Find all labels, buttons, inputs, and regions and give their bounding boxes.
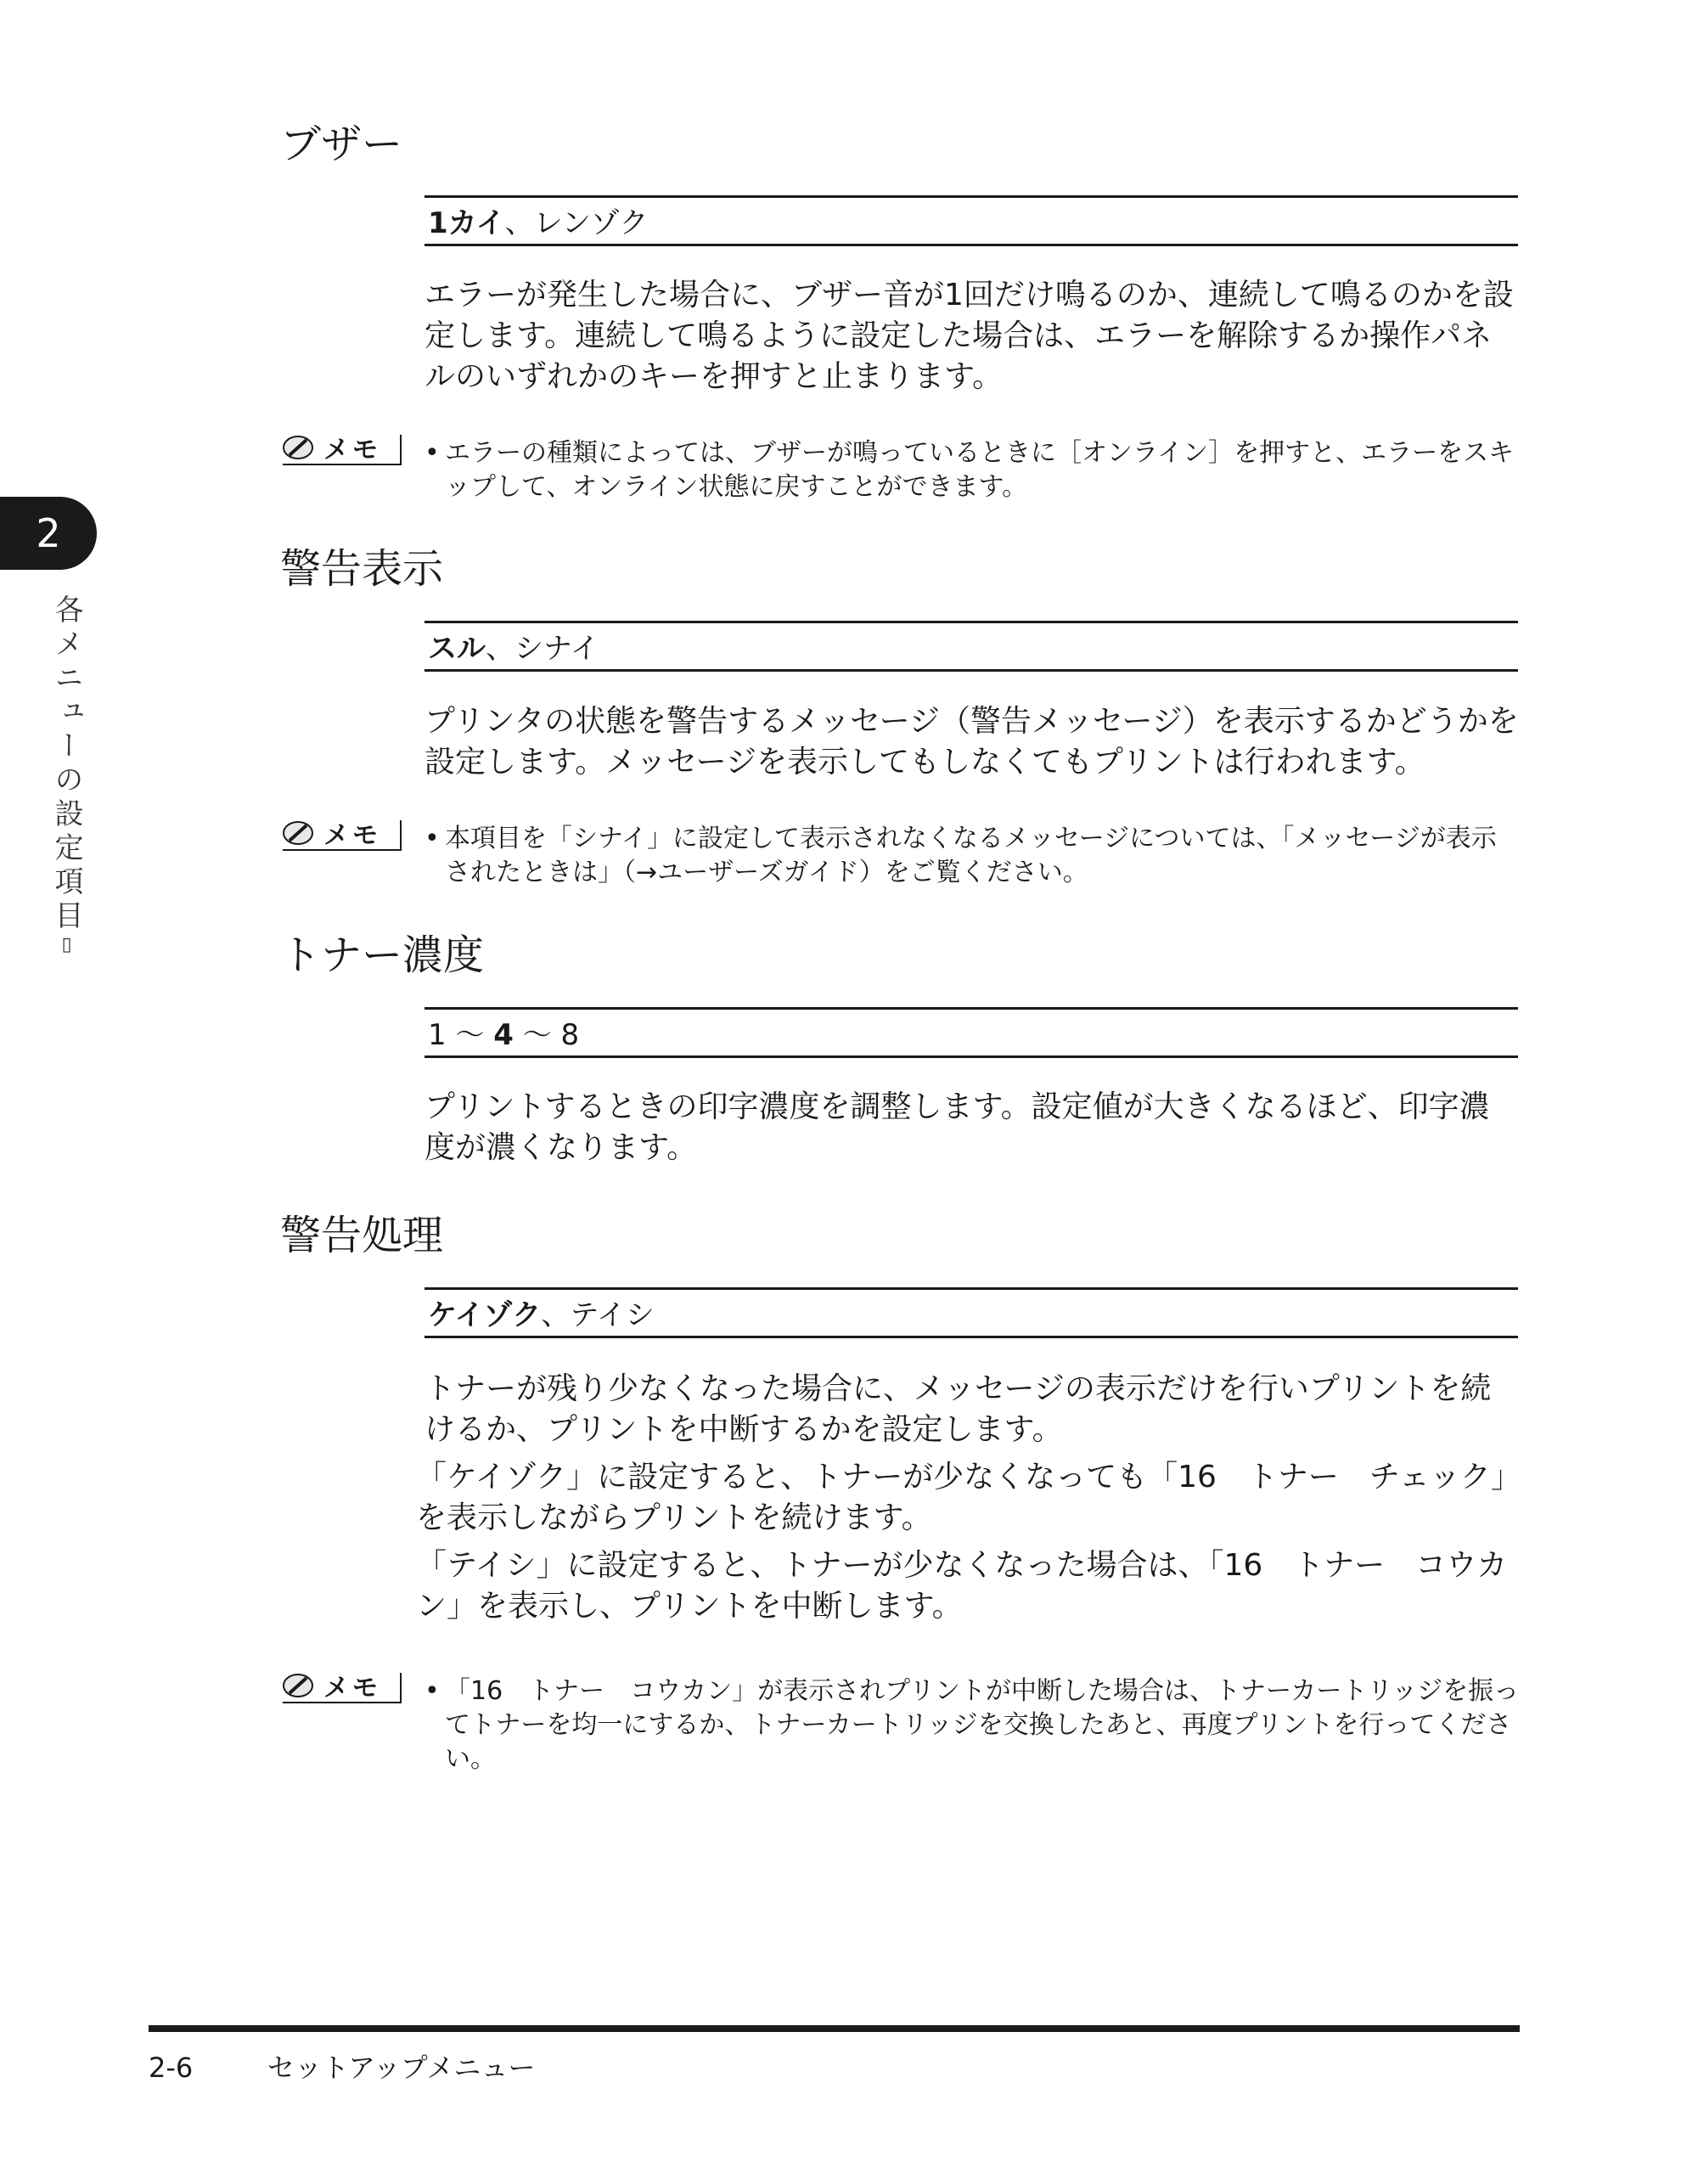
section-body-buzzer xyxy=(424,275,1520,404)
memo-text-warning-display xyxy=(424,822,1520,890)
memo-label: メモ xyxy=(323,1673,381,1703)
paragraph: エラーが発生した場合に、ブザー音が1回だけ鳴るのか、連続して鳴るのかを設定します。連続して鳴るように設定した場合は、エラーを解除するか操作パネルのいずれかのキーを押すと止まります。 xyxy=(424,278,1514,394)
section-heading-warning-handling: 警告処理 xyxy=(280,1212,444,1259)
option-rest: ～ 8 xyxy=(513,1018,580,1052)
option-default: 4 xyxy=(493,1018,514,1052)
chapter-title: 各メニューの設定項目 xyxy=(49,594,83,934)
memo-content: 本項目を「シナイ」に設定して表示されなくなるメッセージについては、「メッセージが表示されたときは」（→ユーザーズガイド）をご覧ください。 xyxy=(445,824,1497,887)
option-values-warning-display xyxy=(424,621,1518,672)
bullet: • xyxy=(424,1676,440,1706)
bullet: • xyxy=(424,824,440,853)
footer-title: セットアップメニュー xyxy=(267,2052,536,2084)
paragraph: プリンタの状態を警告するメッセージ（警告メッセージ）を表示するかどうかを設定します。メッセージを表示してもしなくてもプリントは行われます。 xyxy=(424,704,1519,780)
option-values-toner-density xyxy=(424,1007,1518,1058)
memo-badge xyxy=(283,1673,402,1703)
chapter-number: 2 xyxy=(36,510,61,556)
paragraph: トナーが残り少なくなった場合に、メッセージの表示だけを行いプリントを続けるか、プリントを中断するかを設定します。 xyxy=(424,1371,1492,1447)
memo-content: 「16 トナー コウカン」が表示されプリントが中断した場合は、トナーカートリッジを振ってトナーを均一にするか、トナーカートリッジを交換したあと、再度プリントを行ってください。 xyxy=(445,1676,1520,1774)
option-values-warning-handling xyxy=(424,1287,1518,1338)
paragraph: プリントするときの印字濃度を調整します。設定値が大きくなるほど、印字濃度が濃くなります。 xyxy=(424,1089,1490,1165)
footer-page-number: 2-6 xyxy=(149,2052,194,2084)
memo-text-warning-handling xyxy=(424,1675,1520,1776)
bullet: • xyxy=(424,438,440,468)
memo-badge xyxy=(283,820,402,851)
section-body-warning-handling xyxy=(416,1369,1520,1634)
section-heading-toner-density: トナー濃度 xyxy=(280,932,485,979)
section-body-warning-display xyxy=(424,701,1520,790)
section-heading-warning-display: 警告表示 xyxy=(280,545,444,593)
option-rest: 、テイシ xyxy=(541,1298,655,1332)
option-before: 1 ～ xyxy=(428,1018,494,1052)
option-default: スル xyxy=(428,632,486,666)
option-values-buzzer xyxy=(424,195,1518,246)
memo-badge xyxy=(283,435,402,465)
pencil-icon xyxy=(283,435,317,467)
paragraph: 「テイシ」に設定すると、トナーが少なくなった場合は、「16 トナー コウカン」を表示し、プリントを中断します。 xyxy=(416,1548,1508,1624)
memo-label: メモ xyxy=(323,435,381,465)
chapter-title-suffix: ▯ xyxy=(56,934,77,960)
footer-rule xyxy=(149,2025,1520,2032)
chapter-tab xyxy=(0,497,97,570)
pencil-icon xyxy=(283,820,317,853)
option-default: ケイゾク xyxy=(428,1298,542,1332)
memo-content: エラーの種類によっては、ブザーが鳴っているときに［オンライン］を押すと、エラーをスキップして、オンライン状態に戻すことができます。 xyxy=(445,438,1515,502)
memo-label: メモ xyxy=(323,820,381,851)
paragraph: 「ケイゾク」に設定すると、トナーが少なくなっても「16 トナー チェック」を表示しながらプリントを続けます。 xyxy=(416,1460,1506,1535)
section-body-toner-density xyxy=(424,1087,1520,1175)
chapter-side-title xyxy=(46,594,87,960)
section-heading-buzzer: ブザー xyxy=(280,121,403,168)
option-rest: 、レンゾク xyxy=(504,206,649,240)
option-rest: 、シナイ xyxy=(486,632,599,666)
option-default: 1カイ xyxy=(428,206,505,240)
memo-text-buzzer xyxy=(424,436,1520,504)
pencil-icon xyxy=(283,1673,317,1705)
